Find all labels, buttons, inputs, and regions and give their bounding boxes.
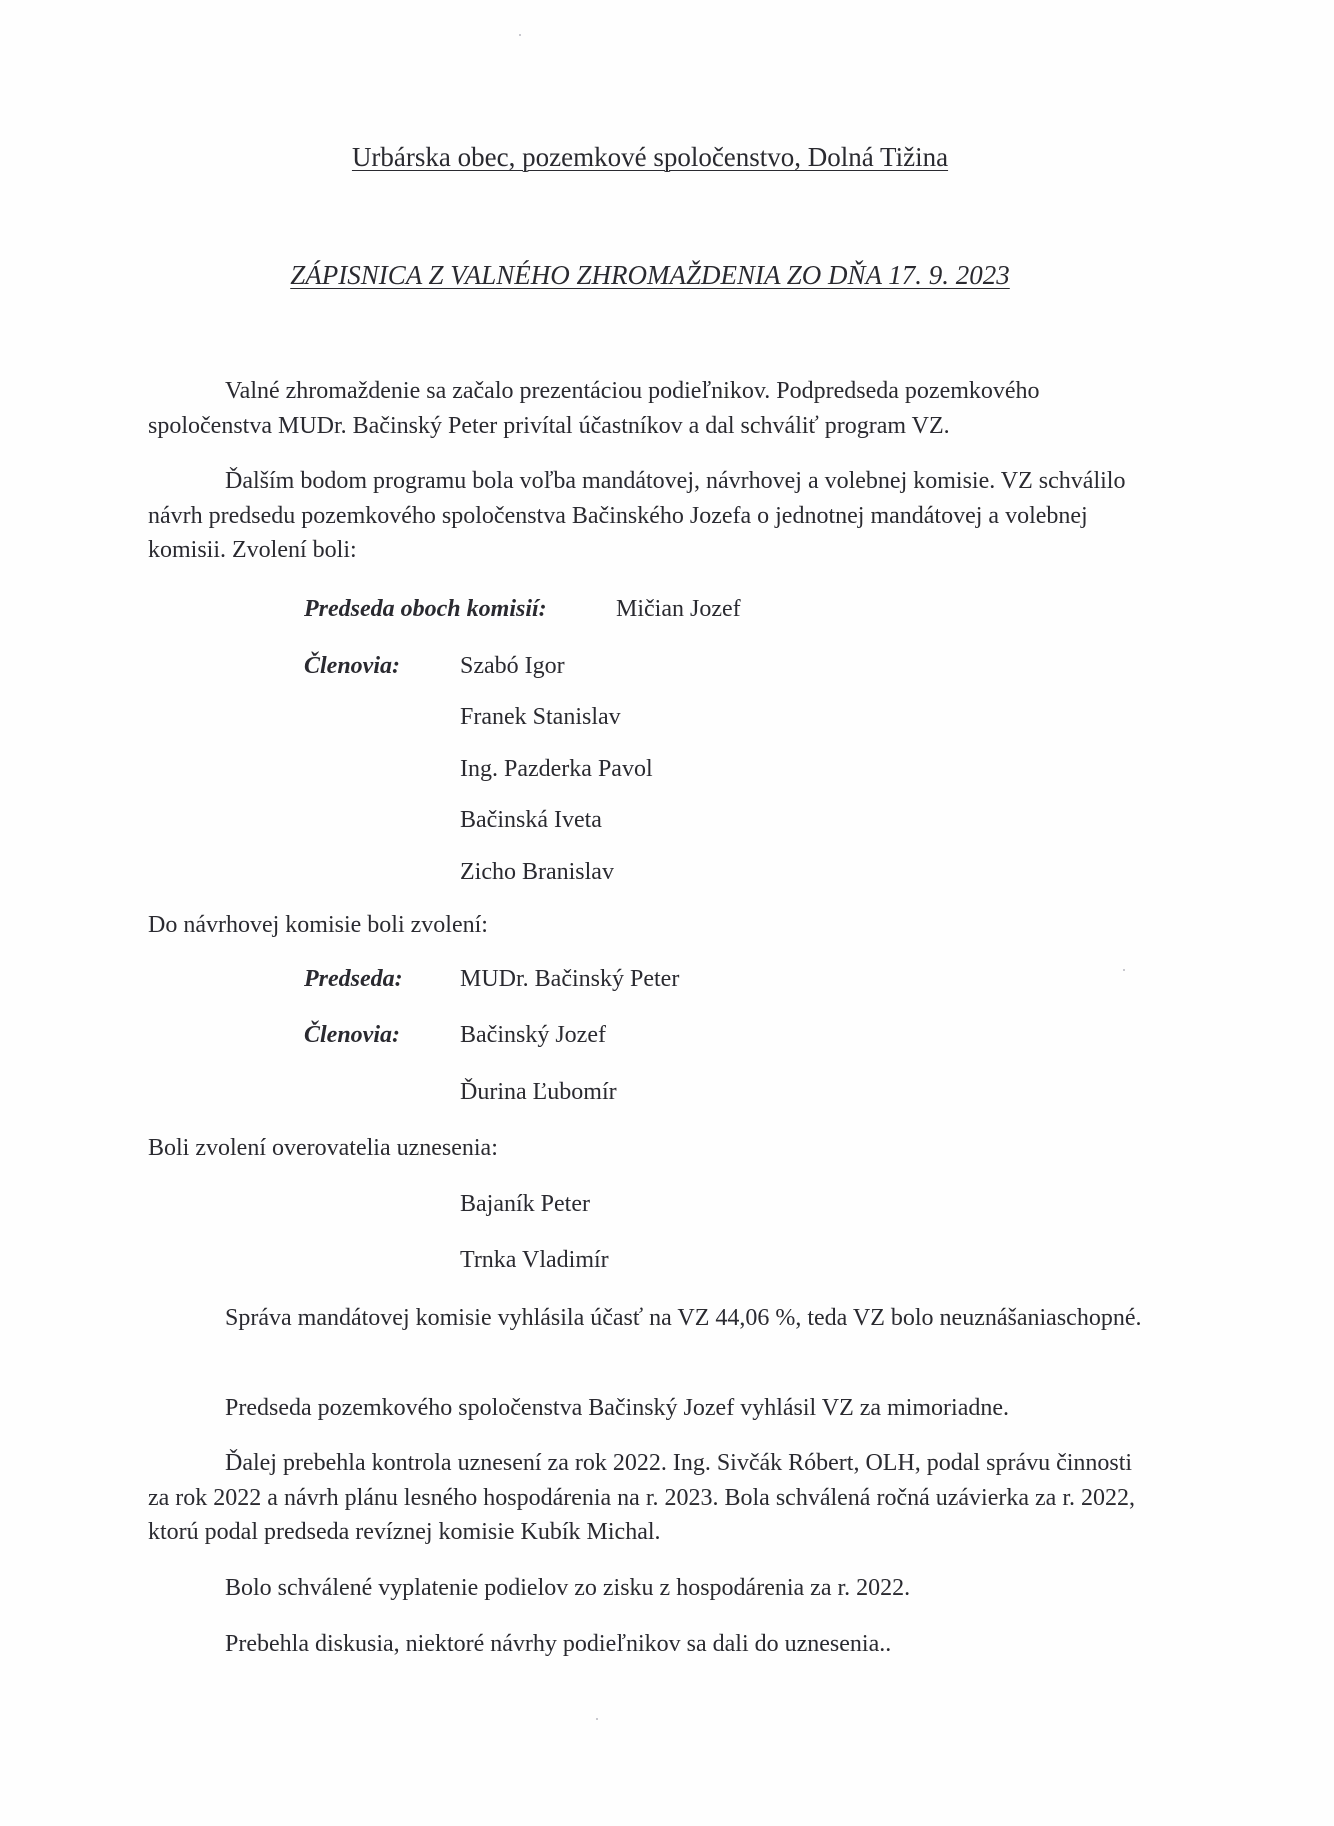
- election-members-label: Členovia:: [304, 653, 400, 679]
- document-title: ZÁPISNICA Z VALNÉHO ZHROMAŽDENIA ZO DŇA 17. 9. 2023: [290, 260, 1010, 290]
- closing-paragraph: Predseda pozemkového spoločenstva Bačinský Jozef vyhlásil VZ za mimoriadne.: [225, 1395, 1010, 1421]
- intro-paragraph: Valné zhromaždenie sa začalo prezentáciou podieľnikov. Podpredseda pozemkového spoločenstva MUDr. Bačinský Peter privítal účastníkov a dal schváliť program VZ.: [148, 378, 1040, 439]
- proposal-chair-name: MUDr. Bačinský Peter: [460, 966, 680, 992]
- election-member: Ing. Pazderka Pavol: [460, 756, 653, 782]
- verifiers-intro: Boli zvolení overovatelia uznesenia:: [148, 1135, 498, 1161]
- scan-speck: [596, 1718, 598, 1720]
- election-member: Szabó Igor: [460, 653, 565, 679]
- proposal-members-label: Členovia:: [304, 1022, 400, 1048]
- verifier-name: Bajaník Peter: [460, 1191, 590, 1217]
- scan-speck: [1123, 969, 1125, 971]
- proposal-chair-label: Predseda:: [304, 966, 403, 992]
- closing-paragraph: Prebehla diskusia, niektoré návrhy podieľnikov sa dali do uznesenia..: [225, 1631, 892, 1657]
- closing-paragraph: Správa mandátovej komisie vyhlásila účasť na VZ 44,06 %, teda VZ bolo neuznášaniaschopné.: [225, 1305, 1142, 1331]
- election-chair-name: Mičian Jozef: [616, 596, 741, 622]
- election-member: Franek Stanislav: [460, 704, 621, 730]
- closing-paragraph: Bolo schválené vyplatenie podielov zo zisku z hospodárenia za r. 2022.: [225, 1575, 911, 1601]
- election-chair-label: Predseda oboch komisií:: [304, 596, 547, 622]
- election-member: Bačinská Iveta: [460, 807, 602, 833]
- proposal-member: Bačinský Jozef: [460, 1022, 606, 1048]
- organization-title: Urbárska obec, pozemkové spoločenstvo, Dolná Tižina: [351, 142, 949, 172]
- proposal-commission-intro: Do návrhovej komisie boli zvolení:: [148, 912, 488, 938]
- election-member: Zicho Branislav: [460, 859, 614, 885]
- scan-speck: [519, 34, 521, 36]
- intro-paragraph: Ďalším bodom programu bola voľba mandátovej, návrhovej a volebnej komisie. VZ schválilo návrh predsedu pozemkového spoločenstva Bačinského Jozefa o jednotnej mandátovej a volebnej komisii. Zvolení boli:: [148, 468, 1126, 563]
- closing-paragraph: Ďalej prebehla kontrola uznesení za rok 2022. Ing. Sivčák Róbert, OLH, podal správu činnosti za rok 2022 a návrh plánu lesného hospodárenia na r. 2023. Bola schválená ročná uzávierka za r. 2022, ktorú podal predseda revíznej komisie Kubík Michal.: [148, 1450, 1135, 1545]
- proposal-member: Ďurina Ľubomír: [460, 1079, 617, 1105]
- verifier-name: Trnka Vladimír: [460, 1247, 609, 1273]
